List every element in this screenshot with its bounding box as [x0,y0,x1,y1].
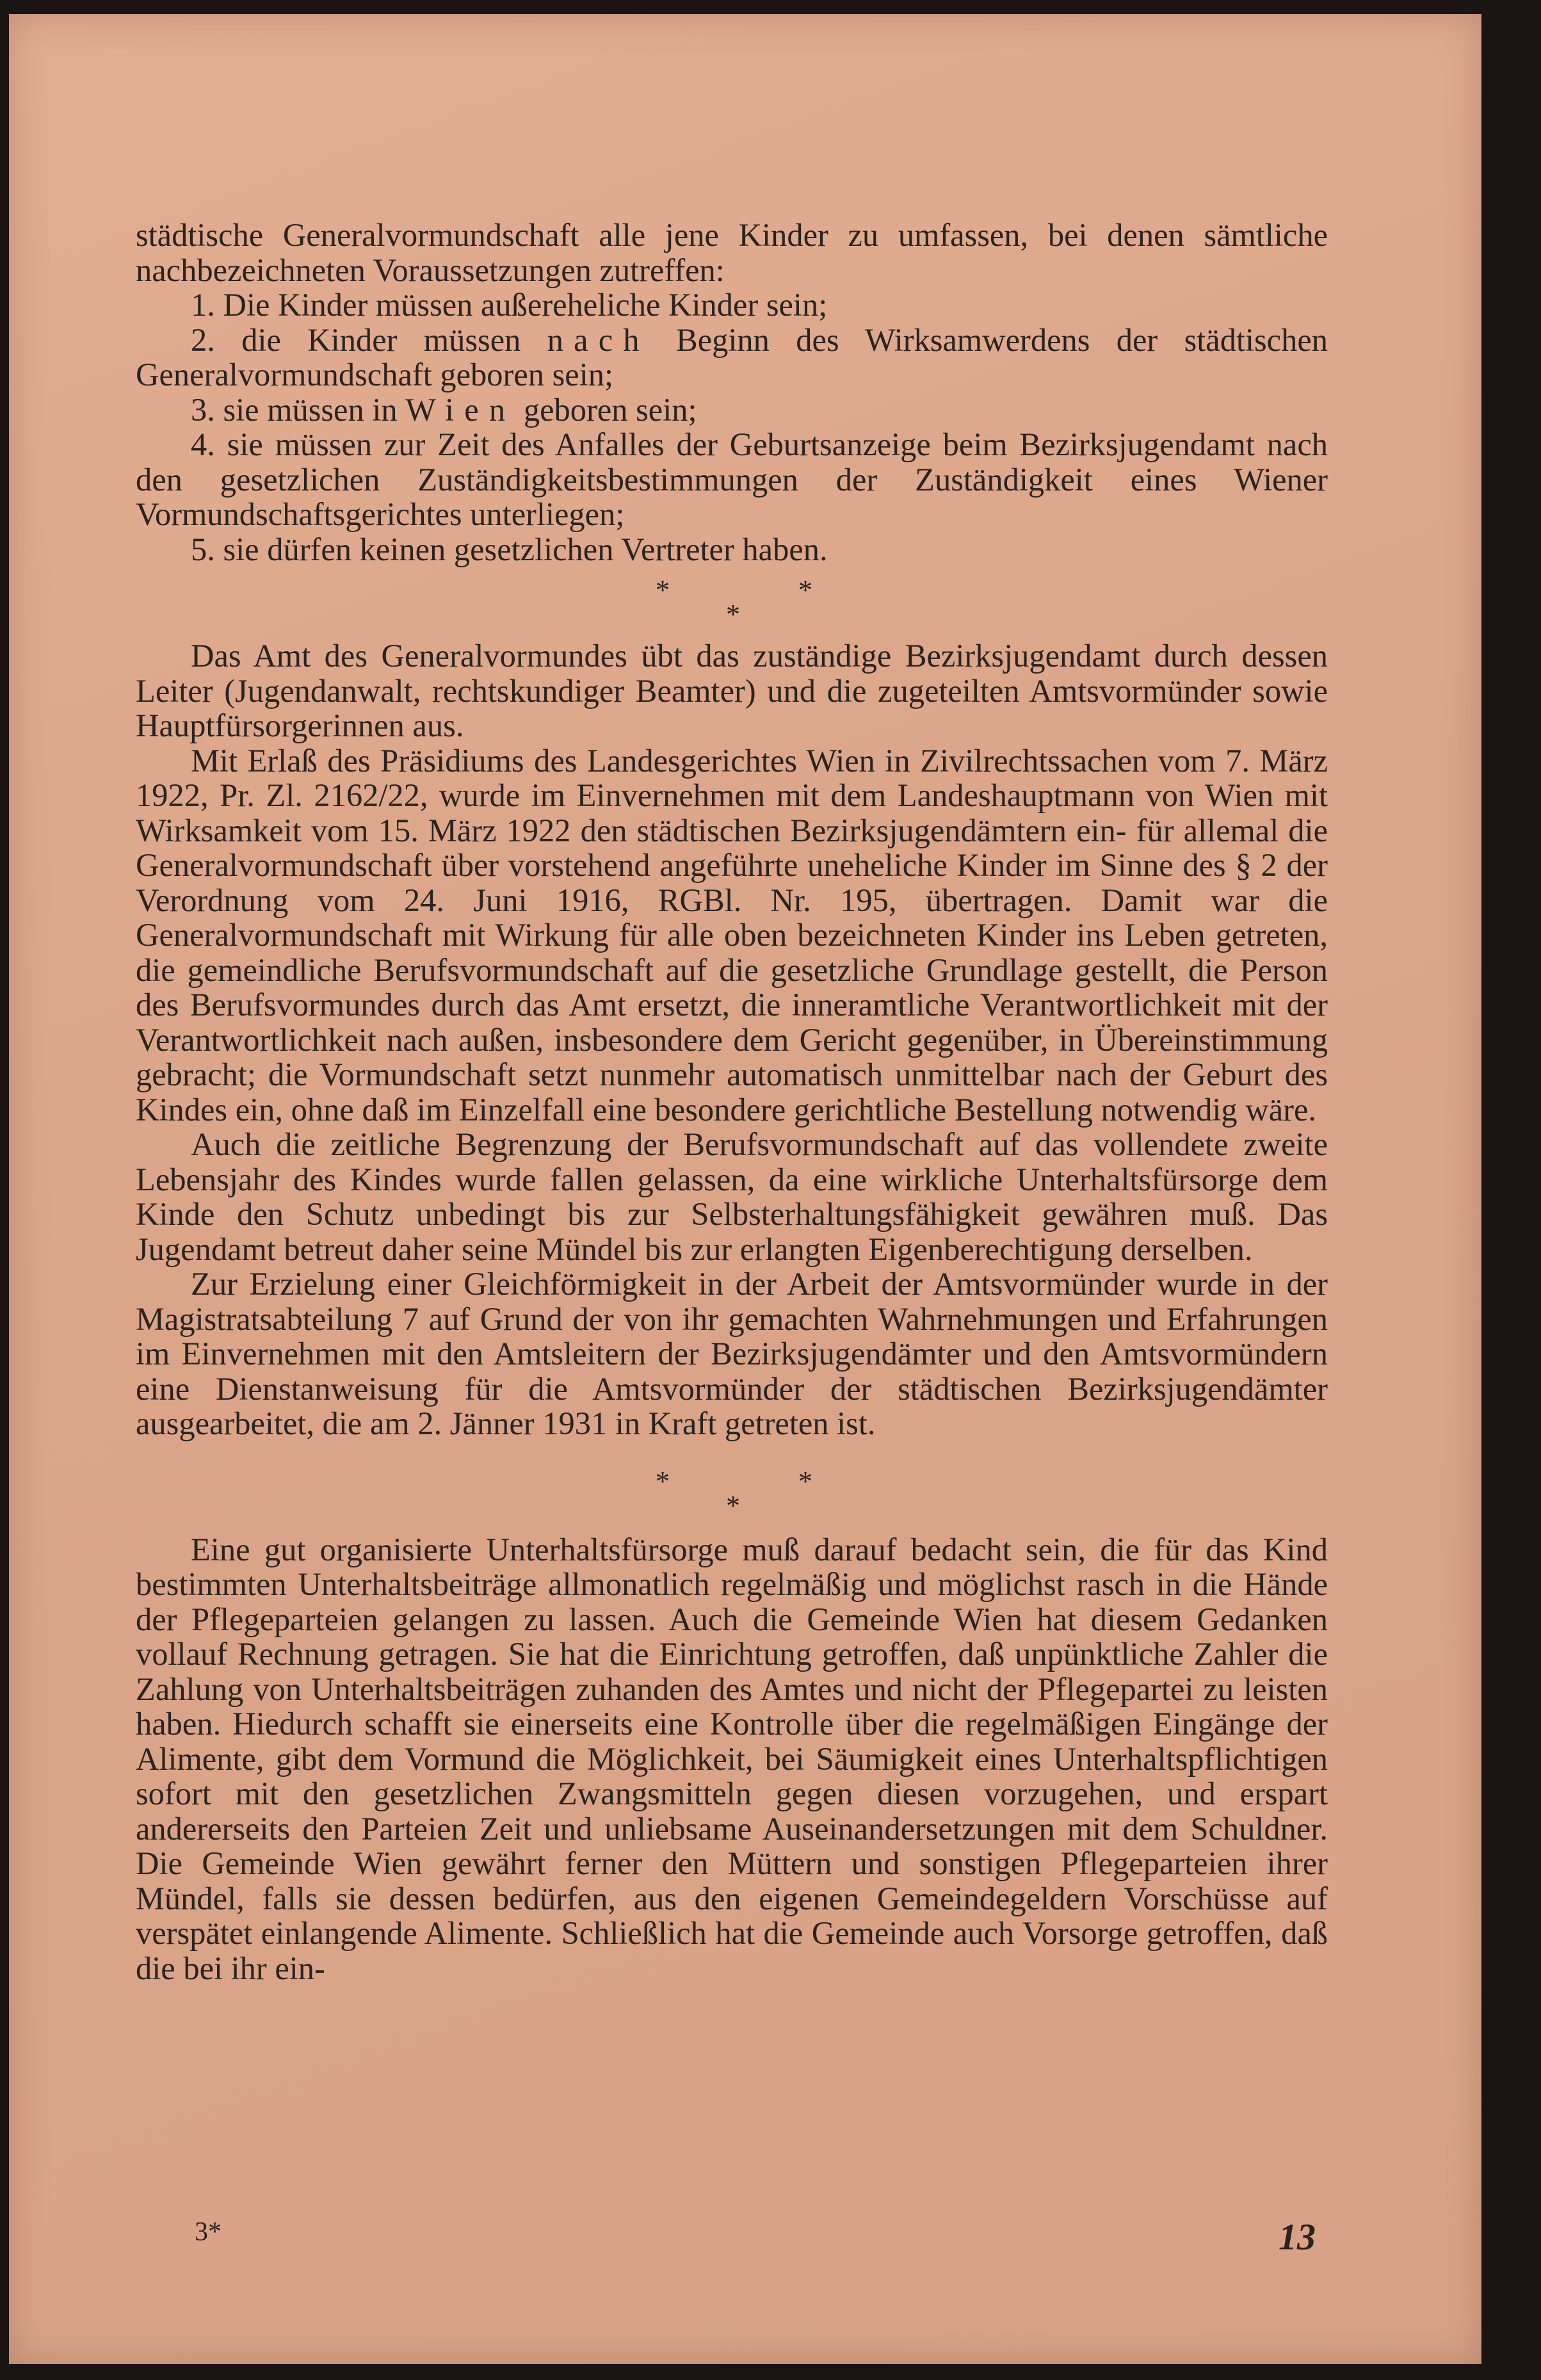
paragraph-office: Das Amt des Generalvormundes übt das zuständige Bezirksjugendamt durch dessen Leiter (Jugendanwalt, rechtskundiger Beamter) und die zugeteilten Amtsvormünder sowie Hauptfürsorgerinnen aus. [136,638,1328,743]
section-divider-asterism [136,1458,1328,1532]
asterisk: * [726,1489,740,1521]
condition-text: 3. sie müssen in [191,391,406,428]
condition-3 [136,393,1328,428]
condition-text: 2. die Kinder müssen [191,321,547,358]
condition-text-rest: Beginn des Wirksamwerdens der städtischen Generalvormundschaft geboren sein; [136,321,1328,393]
book-page [9,14,1481,2364]
asterisk: * [656,574,670,606]
paragraph-instructions: Zur Erzielung einer Gleichförmigkeit in der Arbeit der Amtsvormünder wurde in der Magistratsabteilung 7 auf Grund der von ihr gemachten Wahrnehmungen und Erfahrungen im Einvernehmen mit den Amtsleitern der Bezirksjugendämter und den Amtsvormündern eine Dienstanweisung für die Amtsvormünder der städtischen Bezirksjugendämter ausgearbeitet, die am 2. Jänner 1931 in Kraft getreten ist. [136,1266,1328,1441]
condition-5 [136,532,1328,567]
condition-1 [136,287,1328,323]
page-number: 13 [1279,2216,1316,2258]
condition-text: 1. Die Kinder müssen außereheliche Kinder sein; [191,287,828,323]
page-body [136,218,1328,1986]
spaced-emphasis: Wien [405,391,516,428]
asterisk: * [726,599,740,630]
condition-text: 5. sie dürfen keinen gesetzlichen Vertreter haben. [191,531,828,567]
condition-2 [136,323,1328,393]
condition-text: 4. sie müssen zur Zeit des Anfalles der Geburtsanzeige beim Bezirksjugendamt nach den gesetzlichen Zuständigkeitsbestimmungen der Zuständigkeit eines Wiener Vormundschaftsgerichtes unterliegen; [136,426,1328,532]
condition-4 [136,427,1328,532]
paragraph-maintenance: Eine gut organisierte Unterhaltsfürsorge muß darauf bedacht sein, die für das Kind bestimmten Unterhaltsbeiträge allmonatlich regelmäßig und möglichst rasch in die Hände der Pflegeparteien gelangen zu lassen. Auch die Gemeinde Wien hat diesem Gedanken vollauf Rechnung getragen. Sie hat die Einrichtung getroffen, daß unpünktliche Zahler die Zahlung von Unterhaltsbeiträgen zuhanden des Amtes und nicht der Pflegepartei zu leisten haben. Hiedurch schafft sie einerseits eine Kontrolle über die regelmäßigen Eingänge der Alimente, gibt dem Vormund die Möglichkeit, bei Säumigkeit eines Unterhaltspflichtigen sofort mit den gesetzlichen Zwangsmitteln gegen diesen vorzugehen, und erspart andererseits den Parteien Zeit und unliebsame Auseinandersetzungen mit dem Schuldner. Die Gemeinde Wien gewährt ferner den Müttern und sonstigen Pflegeparteien ihrer Mündel, falls sie dessen bedürfen, aus den eigenen Gemeindegeldern Vorschüsse auf verspätet einlangende Alimente. Schließlich hat die Gemeinde auch Vorsorge getroffen, daß die bei ihr ein- [136,1531,1328,1986]
asterisk: * [798,1465,812,1497]
intro-paragraph: städtische Generalvormundschaft alle jene Kinder zu umfassen, bei denen sämtliche nachbezeichneten Voraussetzungen zutreffen: [136,217,1328,288]
paragraph-age-limit: Auch die zeitliche Begrenzung der Berufsvormundschaft auf das vollendete zweite Lebensjahr des Kindes wurde fallen gelassen, da eine wirkliche Unterhaltsfürsorge dem Kinde den Schutz unbedingt bis zur Selbsterhaltungsfähigkeit gewähren muß. Das Jugendamt betreut daher seine Mündel bis zur erlangten Eigenberechtigung derselben. [136,1126,1328,1267]
section-divider-asterism [136,567,1328,638]
condition-text-rest: geboren sein; [515,391,697,428]
paragraph-decree: Mit Erlaß des Präsidiums des Landesgerichtes Wien in Zivilrechtssachen vom 7. März 1922, Pr. Zl. 2162/22, wurde im Einvernehmen mit dem Landeshauptmann von Wien mit Wirksamkeit vom 15. März 1922 den städtischen Bezirksjugendämtern ein- für allemal die Generalvormundschaft über vorstehend angeführte uneheliche Kinder im Sinne des § 2 der Verordnung vom 24. Juni 1916, RGBl. Nr. 195, übertragen. Damit war die Generalvormundschaft mit Wirkung für alle oben bezeichneten Kinder ins Leben getreten, die gemeindliche Berufsvormundschaft auf die gesetzliche Grundlage gestellt, die Person des Berufsvormundes durch das Amt ersetzt, die inneramtliche Verantwortlichkeit mit der Verantwortlichkeit nach außen, insbesondere dem Gericht gegenüber, in Übereinstimmung gebracht; die Vormundschaft setzt nunmehr automatisch unmittelbar nach der Geburt des Kindes ein, ohne daß im Einzelfall eine besondere gerichtliche Bestellung notwendig wäre. [136,742,1328,1128]
asterisk: * [656,1465,670,1497]
asterisk: * [798,574,812,606]
spaced-emphasis: nach [547,321,650,358]
signature-mark: 3* [195,2217,222,2247]
